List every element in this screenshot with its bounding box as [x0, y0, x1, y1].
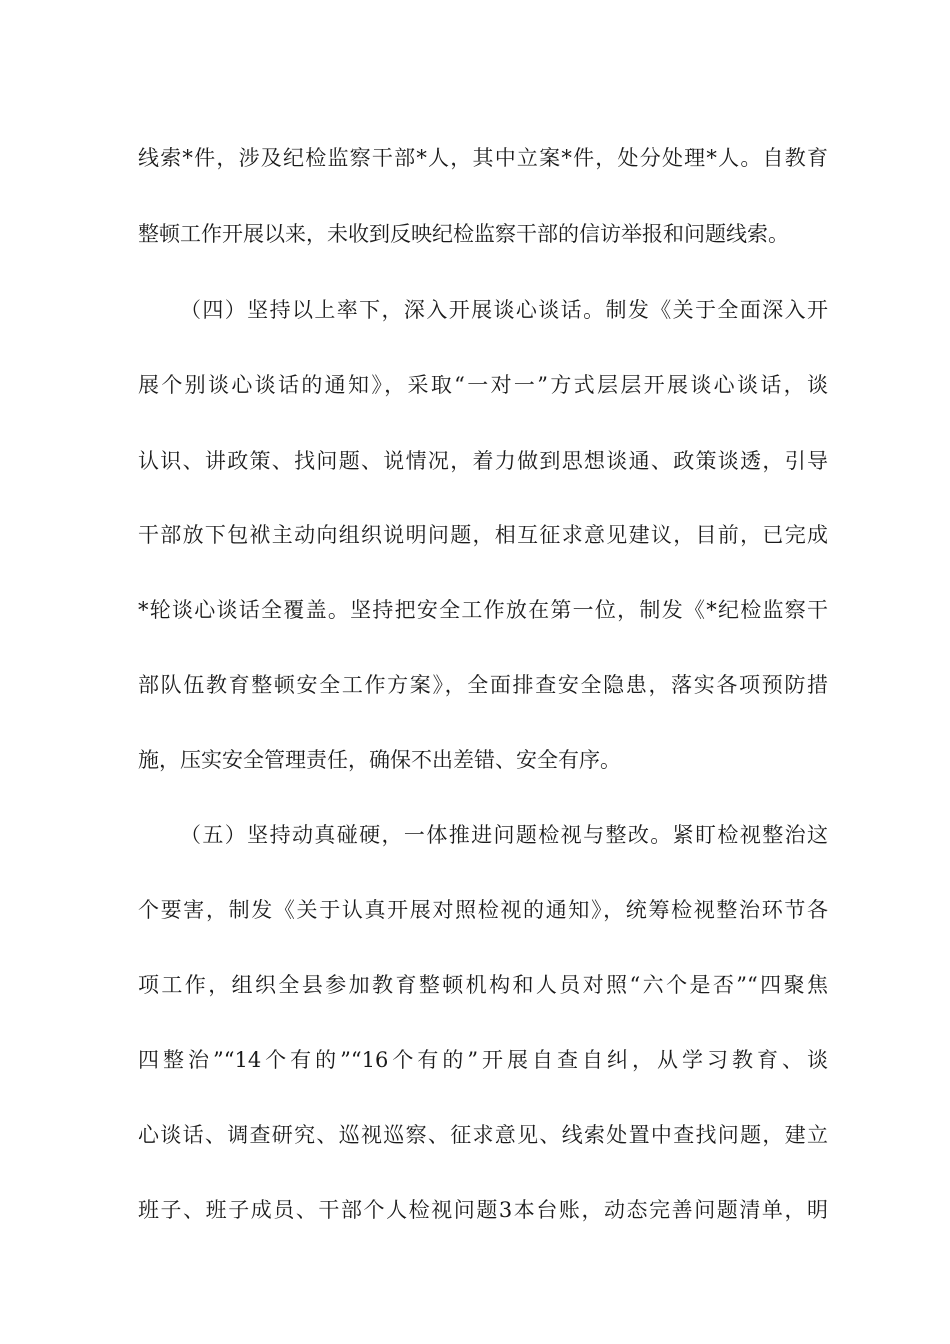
- text-line-12: 项工作，组织全县参加教育整顿机构和人员对照“六个是否”“四聚焦: [138, 973, 828, 997]
- text-line-7: *轮谈心谈话全覆盖。坚持把安全工作放在第一位，制发《*纪检监察干: [138, 598, 828, 622]
- text-line-13: 四整治”“14个有的”“16个有的”开展自查自纠，从学习教育、谈: [138, 1048, 828, 1072]
- text-line-10: （五）坚持动真碰硬，一体推进问题检视与整改。紧盯检视整治这: [180, 823, 828, 847]
- text-line-8: 部队伍教育整顿安全工作方案》，全面排查安全隐患，落实各项预防措: [138, 673, 828, 697]
- text-line-11: 个要害，制发《关于认真开展对照检视的通知》，统筹检视整治环节各: [138, 898, 828, 922]
- text-line-1: 线索*件，涉及纪检监察干部*人，其中立案*件，处分处理*人。自教育: [138, 146, 828, 170]
- text-line-15: 班子、班子成员、干部个人检视问题3本台账，动态完善问题清单，明: [138, 1198, 828, 1222]
- text-line-6: 干部放下包袱主动向组织说明问题，相互征求意见建议，目前，已完成: [138, 523, 828, 547]
- text-line-3: （四）坚持以上率下，深入开展谈心谈话。制发《关于全面深入开: [180, 298, 828, 322]
- text-line-4: 展个别谈心谈话的通知》，采取“一对一”方式层层开展谈心谈话，谈: [138, 373, 828, 397]
- text-line-9: 施，压实安全管理责任，确保不出差错、安全有序。: [138, 748, 621, 772]
- text-line-5: 认识、讲政策、找问题、说情况，着力做到思想谈通、政策谈透，引导: [138, 449, 828, 473]
- text-line-2: 整顿工作开展以来，未收到反映纪检监察干部的信访举报和问题线索。: [138, 222, 789, 246]
- text-line-14: 心谈话、调查研究、巡视巡察、征求意见、线索处置中查找问题，建立: [138, 1123, 828, 1147]
